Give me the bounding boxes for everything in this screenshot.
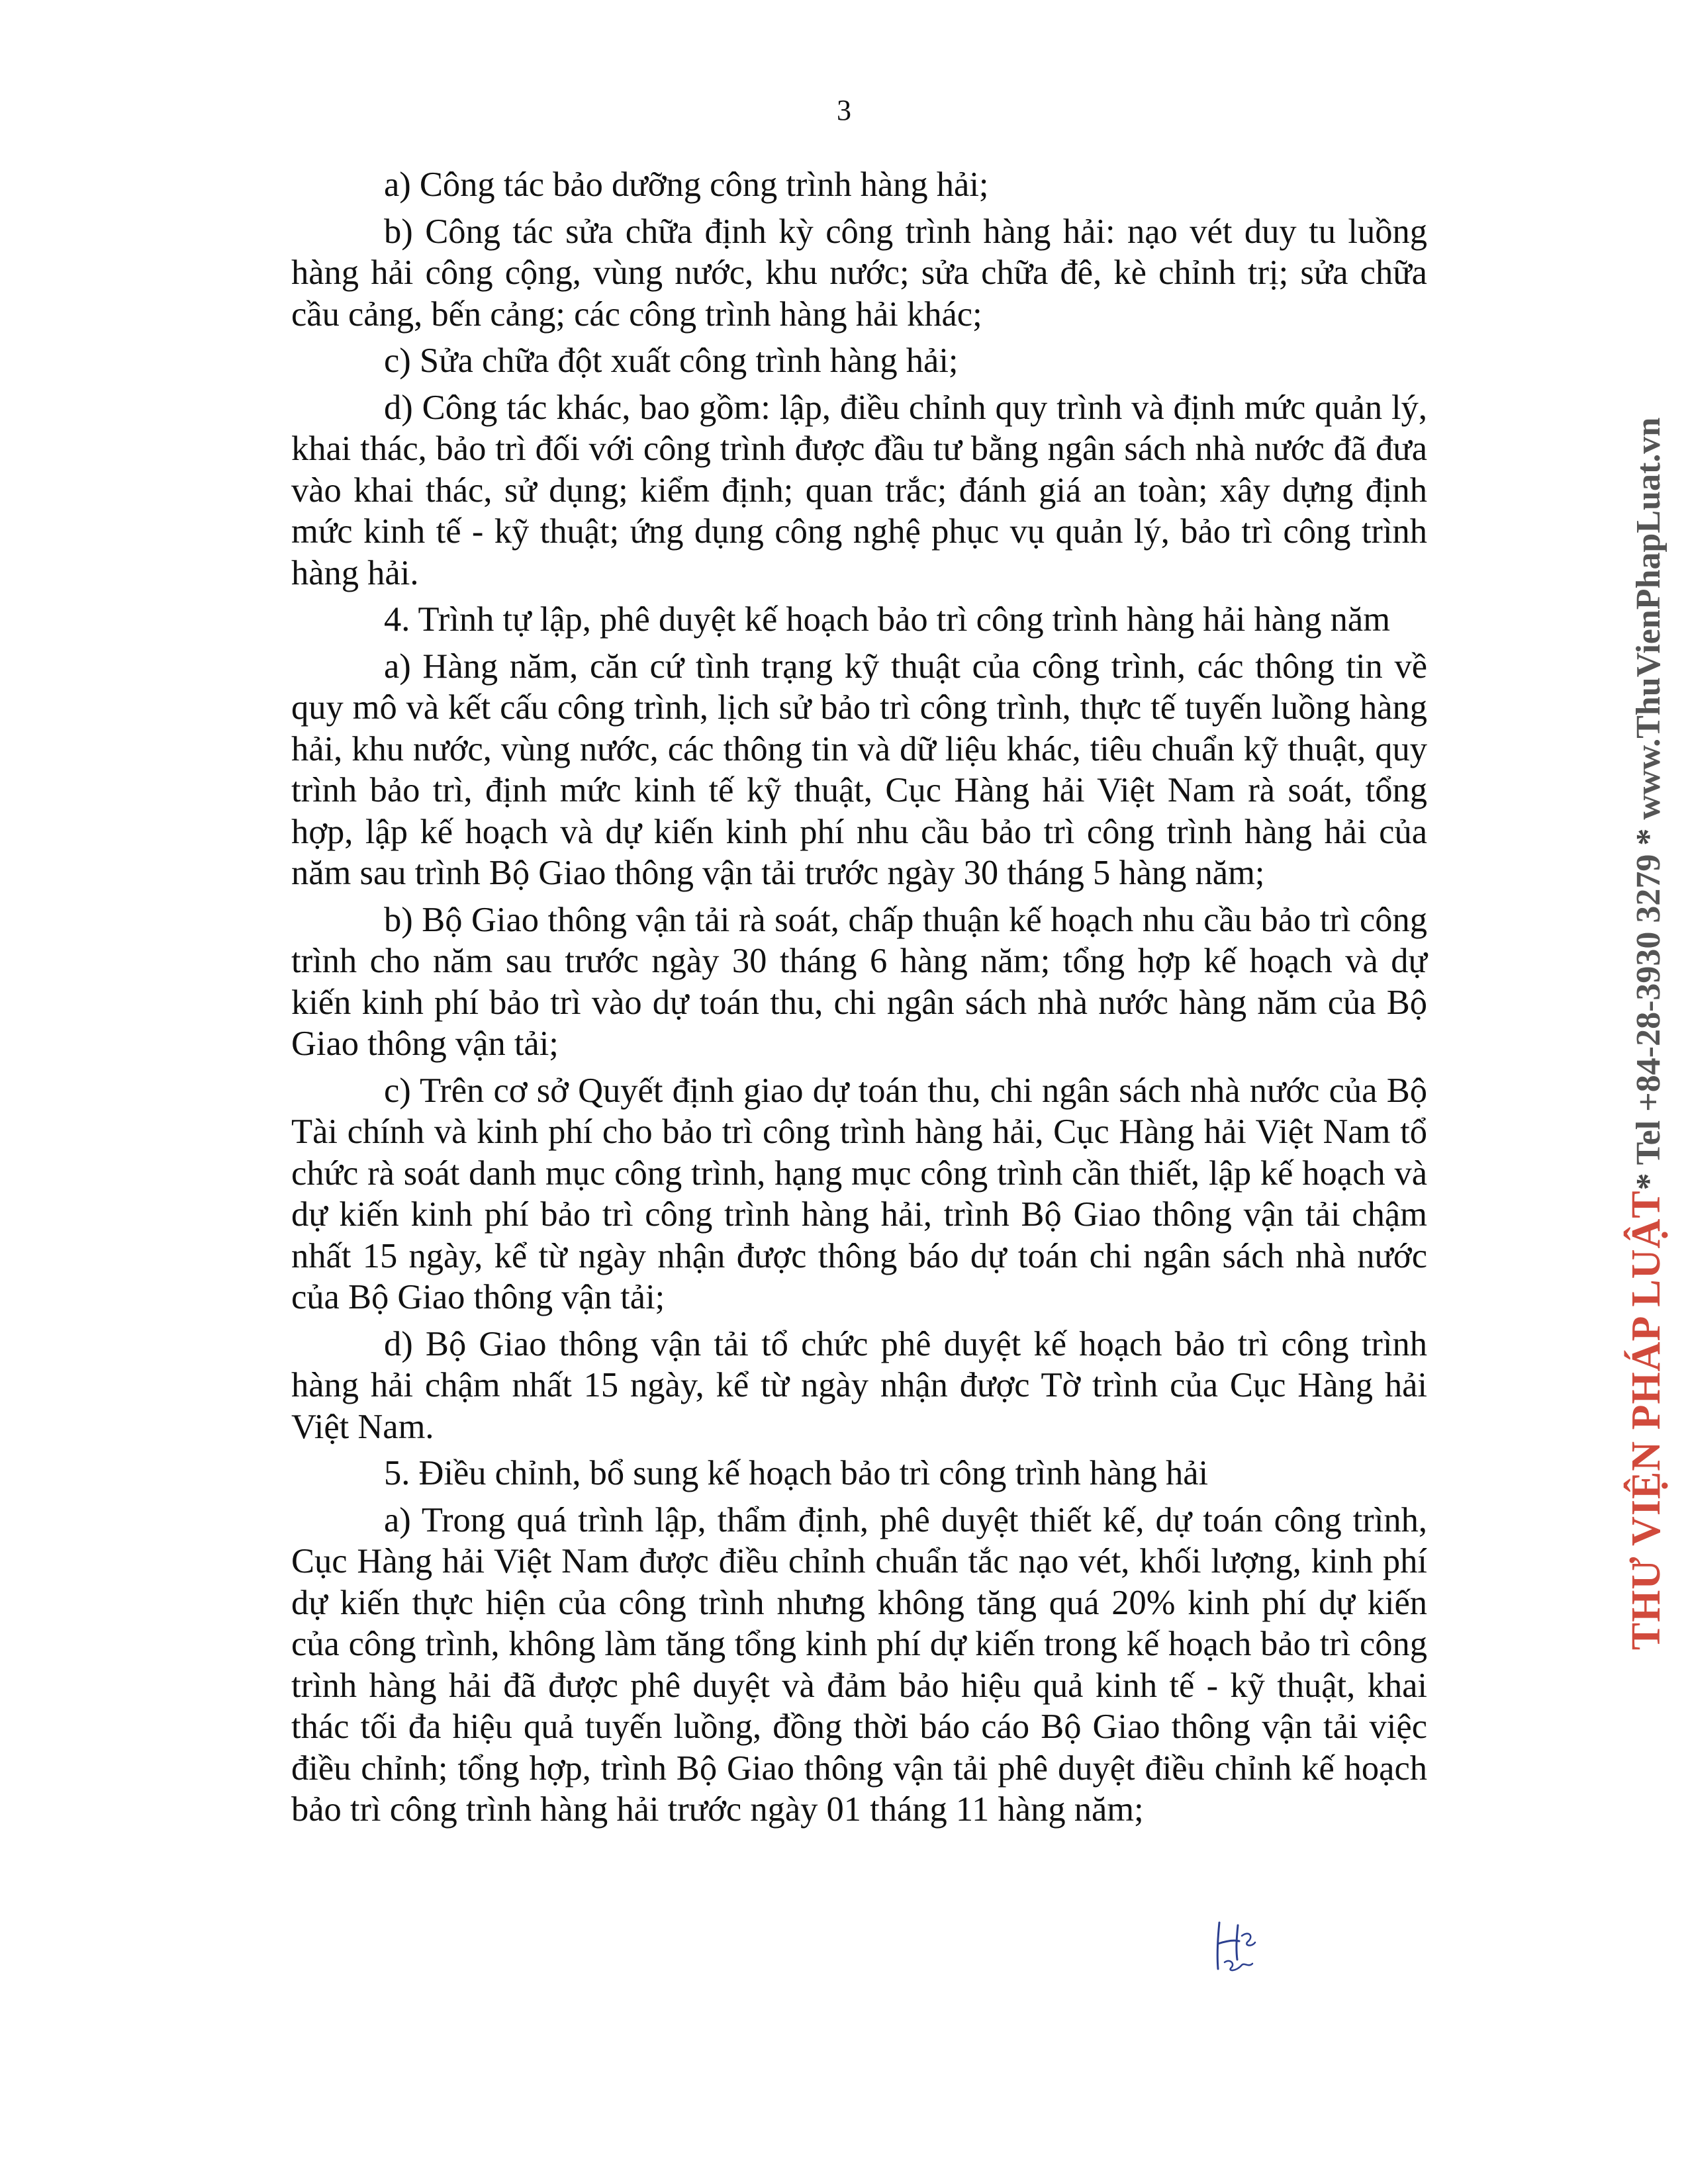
- paragraph: d) Công tác khác, bao gồm: lập, điều chỉnh quy trình và định mức quản lý, khai thác, bảo trì đối với công trình được đầu tư bằng ngân sách nhà nước đã đưa vào khai thác, sử dụng; kiểm định; quan trắc; đánh giá an toàn; xây dựng định mức kinh tế - kỹ thuật; ứng dụng công nghệ phục vụ quản lý, bảo trì công trình hàng hải.: [291, 388, 1427, 592]
- paragraph: a) Trong quá trình lập, thẩm định, phê duyệt thiết kế, dự toán công trình, Cục Hàng hải Việt Nam được điều chỉnh chuẩn tắc nạo vét, khối lượng, kinh phí dự kiến thực hiện của công trình nhưng không tăng quá 20% kinh phí dự kiến của công trình, không làm tăng tổng kinh phí dự kiến trong kế hoạch bảo trì công trình hàng hải đã được phê duyệt và đảm bảo hiệu quả kinh tế - kỹ thuật, khai thác tối đa hiệu quả tuyến luồng, đồng thời báo cáo Bộ Giao thông vận tải việc điều chỉnh; tổng hợp, trình Bộ Giao thông vận tải phê duyệt điều chỉnh kế hoạch bảo trì công trình hàng hải trước ngày 01 tháng 11 hàng năm;: [291, 1500, 1427, 1829]
- paragraph: c) Sửa chữa đột xuất công trình hàng hải;: [384, 341, 959, 380]
- paragraph: b) Bộ Giao thông vận tải rà soát, chấp thuận kế hoạch nhu cầu bảo trì công trình cho năm sau trước ngày 30 tháng 6 hàng năm; tổng hợp kế hoạch và dự kiến kinh phí bảo trì vào dự toán thu, chi ngân sách nhà nước hàng năm của Bộ Giao thông vận tải;: [291, 900, 1427, 1063]
- watermark-separator: *: [1630, 1173, 1667, 1191]
- watermark-brand: THƯ VIỆN PHÁP LUẬT: [1624, 1190, 1669, 1651]
- paragraph: c) Trên cơ sở Quyết định giao dự toán thu, chi ngân sách nhà nước của Bộ Tài chính và kinh phí cho bảo trì công trình hàng hải, Cục Hàng hải Việt Nam tổ chức rà soát danh mục công trình, hạng mục công trình cần thiết, lập kế hoạch và dự kiến kinh phí bảo trì công trình hàng hải, trình Bộ Giao thông vận tải chậm nhất 15 ngày, kể từ ngày nhận được thông báo dự toán chi ngân sách nhà nước của Bộ Giao thông vận tải;: [291, 1071, 1427, 1316]
- signature-initials-icon: [1205, 1916, 1264, 1976]
- paragraph: 4. Trình tự lập, phê duyệt kế hoạch bảo trì công trình hàng hải hàng năm: [384, 600, 1391, 639]
- paragraph: a) Công tác bảo dưỡng công trình hàng hải;: [384, 165, 989, 204]
- paragraph: 5. Điều chỉnh, bổ sung kế hoạch bảo trì công trình hàng hải: [384, 1454, 1209, 1492]
- paragraph: a) Hàng năm, căn cứ tình trạng kỹ thuật của công trình, các thông tin về quy mô và kết cấu công trình, lịch sử bảo trì công trình, thực tế tuyến luồng hàng hải, khu nước, vùng nước, các thông tin và dữ liệu khác, tiêu chuẩn kỹ thuật, quy trình bảo trì, định mức kinh tế kỹ thuật, Cục Hàng hải Việt Nam rà soát, tổng hợp, lập kế hoạch và dự kiến kinh phí nhu cầu bảo trì công trình hàng hải của năm sau trình Bộ Giao thông vận tải trước ngày 30 tháng 5 hàng năm;: [291, 647, 1427, 892]
- page-number: 3: [837, 94, 851, 126]
- watermark-separator: *: [1630, 828, 1667, 846]
- paragraph: d) Bộ Giao thông vận tải tổ chức phê duyệt kế hoạch bảo trì công trình hàng hải chậm nhất 15 ngày, kể từ ngày nhận được Tờ trình của Cục Hàng hải Việt Nam.: [291, 1324, 1427, 1446]
- document-body: [291, 164, 1427, 1836]
- watermark-website: www.ThuVienPhapLuat.vn: [1630, 417, 1667, 829]
- watermark-phone: Tel +84-28-3930 3279: [1630, 845, 1667, 1173]
- paragraph: b) Công tác sửa chữa định kỳ công trình hàng hải: nạo vét duy tu luồng hàng hải công cộng, vùng nước, khu nước; sửa chữa đê, kè chỉnh trị; sửa chữa cầu cảng, bến cảng; các công trình hàng hải khác;: [291, 212, 1427, 334]
- side-watermark: [1610, 334, 1683, 1734]
